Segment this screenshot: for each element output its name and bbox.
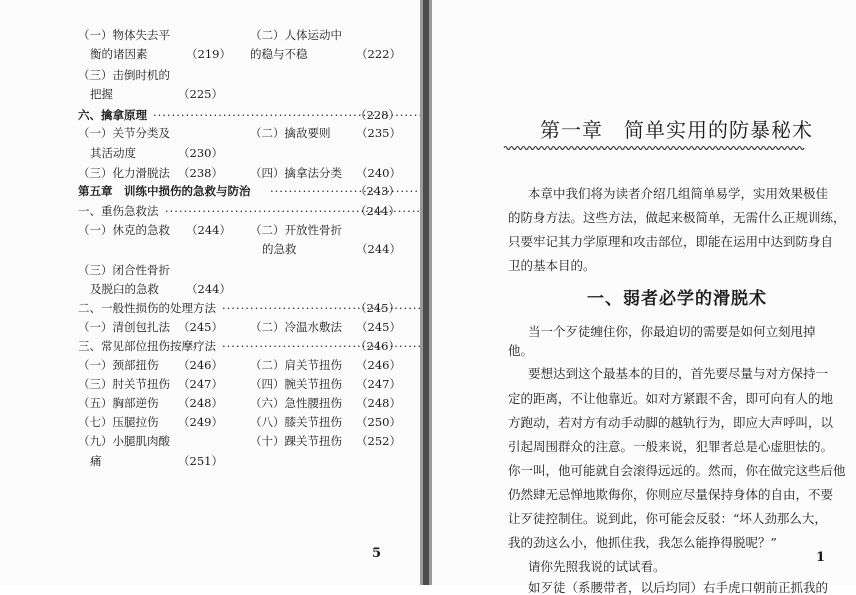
body-line: 要想达到这个最基本的目的，首先要尽量与对方保持一 xyxy=(528,366,829,381)
chapter-title: 第一章 简单实用的防暴秘术 xyxy=(540,118,813,142)
toc-entry: 的稳与不稳 xyxy=(250,47,308,61)
body-line: 让歹徒控制住。说到此，你可能会反驳：“坏人劲那么大， xyxy=(508,511,827,526)
toc-entry: 二、一般性损伤的处理方法 xyxy=(78,301,216,315)
toc-entry: （235） xyxy=(356,126,401,140)
toc-entry: （246） xyxy=(178,358,223,372)
toc-entry: （十）踝关节扭伤 xyxy=(250,434,342,448)
toc-entry: （六）急性腰扭伤 xyxy=(250,396,342,410)
intro-line: 的防身方法。这些方法，做起来极简单，无需什么正规训练， xyxy=(508,210,846,225)
toc-entry: （四）擒拿法分类 xyxy=(250,166,342,180)
toc-entry: （二）人体运动中 xyxy=(250,28,342,42)
toc-entry: （230） xyxy=(178,146,223,160)
toc-entry: （247） xyxy=(356,377,401,391)
intro-line: 卫的基本目的。 xyxy=(508,258,596,273)
toc-entry: （248） xyxy=(178,396,223,410)
toc-entry: 六、擒拿原理 xyxy=(78,108,147,122)
toc-entry: （244） xyxy=(355,204,400,218)
body-line: 方跑动，若对方有动手动脚的越轨行为，即应大声呼叫，以 xyxy=(508,415,834,430)
toc-leader-dots xyxy=(153,108,350,122)
toc-entry: （244） xyxy=(186,223,231,237)
toc-entry: （三）化力滑脱法 xyxy=(78,166,170,180)
toc-entry: （一）清创包扎法 xyxy=(78,320,170,334)
toc-entry: （225） xyxy=(178,87,223,101)
page-number: 5 xyxy=(372,546,382,561)
toc-leader-dots xyxy=(165,204,350,218)
wavy-divider-rule xyxy=(504,143,804,153)
toc-entry: （一）颈部扭伤 xyxy=(78,358,159,372)
toc-entry: （245） xyxy=(355,301,400,315)
toc-entry: 其活动度 xyxy=(90,146,136,160)
toc-entry: （三）闭合性骨折 xyxy=(78,263,170,277)
right-page xyxy=(432,0,856,595)
left-page xyxy=(0,0,420,585)
toc-entry: （一）休克的急救 xyxy=(78,223,170,237)
toc-entry: （240） xyxy=(356,166,401,180)
toc-leader-dots xyxy=(222,339,350,353)
intro-line: 只要牢记其力学原理和攻击部位，即能在运用中达到防身自 xyxy=(508,234,834,249)
toc-entry: 痛 xyxy=(90,454,102,468)
toc-entry: （二）冷温水敷法 xyxy=(250,320,342,334)
toc-entry: （一）物体失去平 xyxy=(78,28,170,42)
body-line: 如歹徒（系腰带者，以后均同）右手虎口朝前正抓我的 xyxy=(528,580,829,595)
body-line: 你一叫，他可能就自会滚得远远的。然而，你在做完这些后他 xyxy=(508,463,846,478)
body-line: 我的劲这么小，他抓住我，我怎么能挣得脱呢？” xyxy=(508,535,777,550)
body-line: 定的距离，不让他靠近。如对方紧跟不舍，即可向有人的地 xyxy=(508,391,834,406)
toc-entry: （249） xyxy=(178,415,223,429)
toc-entry: （八）膝关节扭伤 xyxy=(250,415,342,429)
body-line: 引起周围群众的注意。一般来说，犯罪者总是心虚胆怯的。 xyxy=(508,439,834,454)
section-title: 一、弱者必学的滑脱术 xyxy=(587,289,767,309)
toc-entry: （二）擒敌要则 xyxy=(250,126,331,140)
toc-entry: 及脱臼的急救 xyxy=(90,282,159,296)
body-line: 仍然肆无忌惮地欺侮你，你则应尽量保持身体的自由，不要 xyxy=(508,487,834,502)
toc-entry: （246） xyxy=(356,358,401,372)
toc-entry: 三、常见部位扭伤按摩疗法 xyxy=(78,339,216,353)
toc-entry: （246） xyxy=(355,339,400,353)
toc-entry: （250） xyxy=(356,415,401,429)
toc-entry: （245） xyxy=(356,320,401,334)
toc-entry: （244） xyxy=(186,282,231,296)
intro-line: 本章中我们将为读者介绍几组简单易学，实用效果极佳 xyxy=(528,186,829,201)
body-line: 当一个歹徒缠住你，你最迫切的需要是如何立刻甩掉 xyxy=(528,324,816,339)
toc-entry: 第五章 训练中损伤的急救与防治 xyxy=(78,184,251,198)
page-number: 1 xyxy=(816,550,826,565)
toc-entry: （222） xyxy=(356,47,401,61)
toc-entry: 一、重伤急救法 xyxy=(78,204,159,218)
toc-entry: （219） xyxy=(186,47,231,61)
toc-entry: （三）肘关节扭伤 xyxy=(78,377,170,391)
toc-entry: （三）击倒时机的 xyxy=(78,68,170,82)
toc-entry: （252） xyxy=(356,434,401,448)
toc-entry: （七）压腿拉伤 xyxy=(78,415,159,429)
toc-entry: （251） xyxy=(178,454,223,468)
toc-entry: 的急救 xyxy=(262,242,297,256)
toc-entry: （228） xyxy=(355,108,400,122)
toc-entry: （二）肩关节扭伤 xyxy=(250,358,342,372)
toc-entry: 把握 xyxy=(90,87,113,101)
toc-leader-dots xyxy=(270,184,350,198)
toc-entry: （248） xyxy=(356,396,401,410)
body-line: 请你先照我说的试试看。 xyxy=(528,559,666,574)
toc-entry: （244） xyxy=(356,242,401,256)
book-spine-divider xyxy=(420,0,432,585)
toc-entry: （247） xyxy=(178,377,223,391)
toc-entry: （九）小腿肌肉酸 xyxy=(78,434,170,448)
toc-entry: 衡的诸因素 xyxy=(90,47,148,61)
toc-entry: （245） xyxy=(178,320,223,334)
toc-entry: （四）腕关节扭伤 xyxy=(250,377,342,391)
toc-entry: （五）胸部逆伤 xyxy=(78,396,159,410)
toc-entry: （一）关节分类及 xyxy=(78,126,170,140)
toc-leader-dots xyxy=(222,301,350,315)
toc-entry: （二）开放性骨折 xyxy=(250,223,342,237)
toc-entry: （238） xyxy=(178,166,223,180)
body-line: 他。 xyxy=(508,343,534,358)
toc-entry: （243） xyxy=(355,184,400,198)
